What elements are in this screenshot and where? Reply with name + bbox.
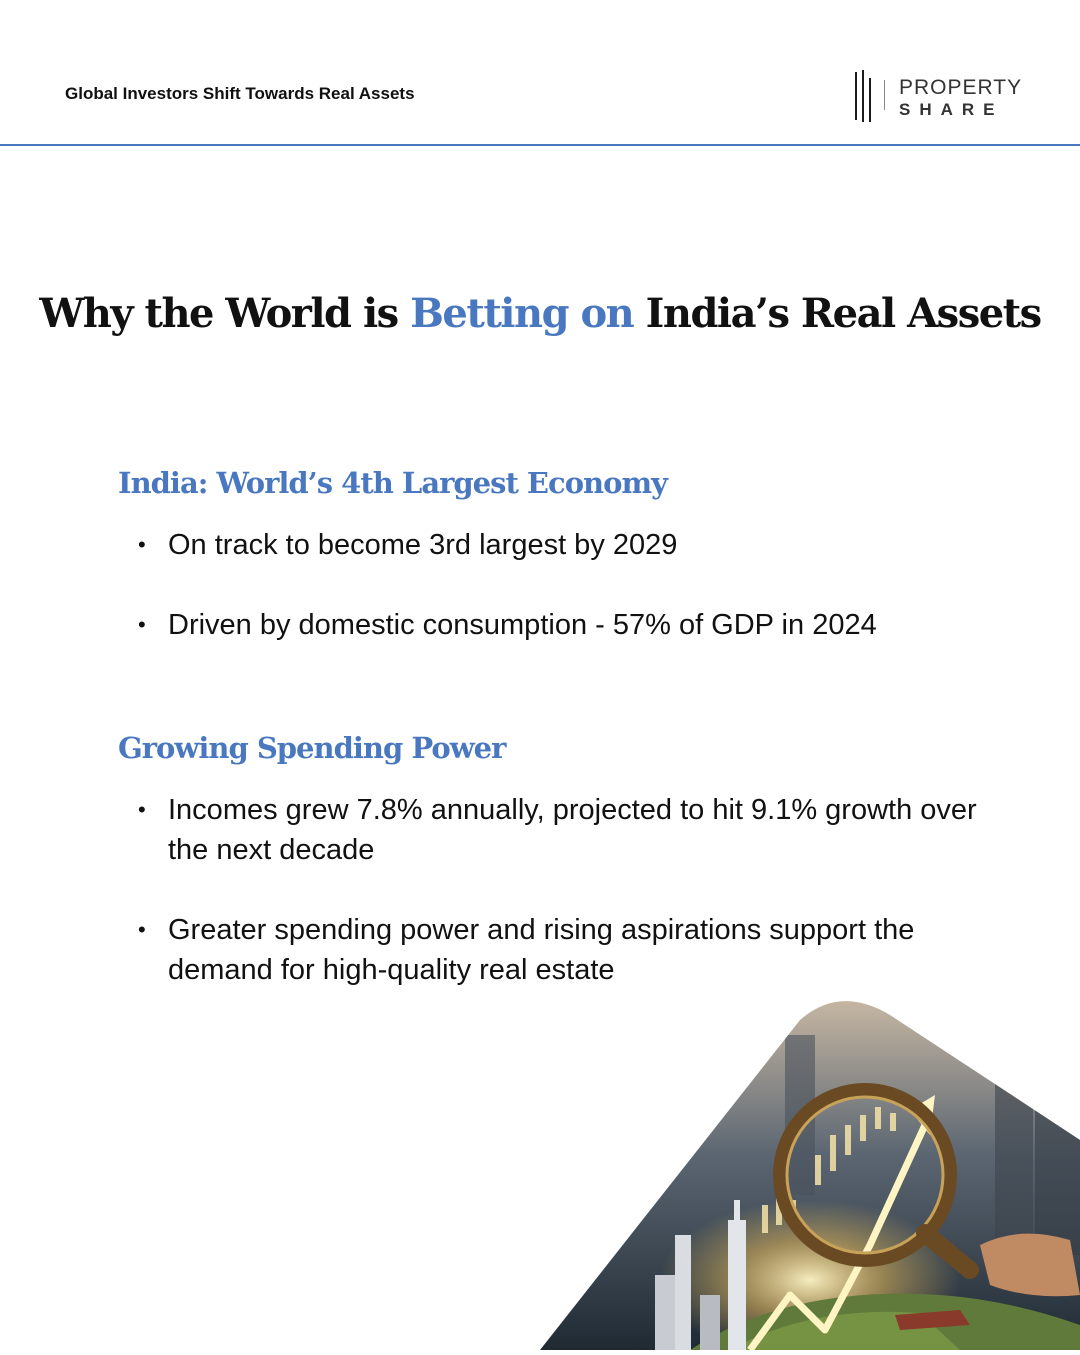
bullet-icon: • bbox=[138, 532, 146, 557]
logo-bars-icon bbox=[853, 70, 879, 122]
growth-illustration bbox=[540, 995, 1080, 1350]
section-heading-economy: India: World’s 4th Largest Economy bbox=[118, 466, 668, 500]
list-item bbox=[138, 790, 978, 870]
bullet-text: Incomes grew 7.8% annually, projected to hit 9.1% growth over the next decade bbox=[168, 794, 977, 866]
bullet-icon: • bbox=[138, 797, 146, 822]
list-item bbox=[138, 525, 978, 565]
header bbox=[0, 0, 1080, 146]
section-heading-spending: Growing Spending Power bbox=[118, 731, 506, 765]
bullet-text: Driven by domestic consumption - 57% of GDP in 2024 bbox=[168, 609, 877, 641]
property-share-logo bbox=[853, 70, 1023, 122]
title-highlight: Betting on bbox=[410, 290, 634, 337]
title-part-2: India’s Real Assets bbox=[633, 290, 1041, 337]
list-item bbox=[138, 605, 978, 645]
bullet-icon: • bbox=[138, 612, 146, 637]
bullet-text: Greater spending power and rising aspirations support the demand for high-quality real estate bbox=[168, 914, 915, 986]
header-title: Global Investors Shift Towards Real Assets bbox=[65, 84, 415, 103]
growth-illustration-svg bbox=[540, 995, 1080, 1350]
bullet-text: On track to become 3rd largest by 2029 bbox=[168, 529, 678, 561]
bullet-icon: • bbox=[138, 917, 146, 942]
title-part-1: Why the World is bbox=[39, 290, 411, 337]
logo-text-property: PROPERTY bbox=[899, 76, 1023, 99]
logo-text-share: SHARE bbox=[899, 100, 1004, 119]
page-title bbox=[0, 290, 1080, 337]
list-item bbox=[138, 910, 978, 990]
